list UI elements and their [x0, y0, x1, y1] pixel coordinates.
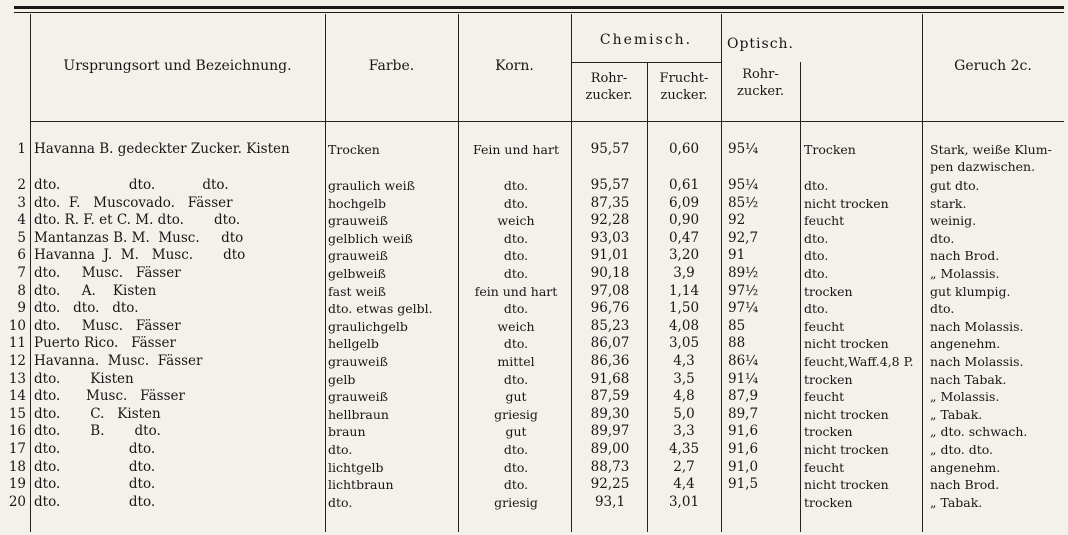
optisch-rohr-cell: 91,5 — [728, 476, 759, 493]
fruchtzucker-cell: 0,61 — [668, 177, 700, 193]
optisch-rohr-cell: 85½ — [728, 194, 759, 211]
farbe-cell: Trocken — [328, 142, 380, 157]
geruch-cell: nach Brod. — [930, 248, 1000, 264]
row-number: 14 — [8, 388, 26, 405]
table-row — [0, 230, 1068, 248]
farbe-cell: braun — [328, 424, 366, 440]
optisch-rohr-cell: 92 — [728, 212, 746, 229]
korn-cell: Fein und hart — [473, 142, 559, 157]
optisch-state-cell: nicht trocken — [804, 336, 889, 352]
rohrzucker-cell: 86,07 — [590, 335, 630, 352]
top-rule-thick — [14, 6, 1064, 9]
geruch-cell: „ Tabak. — [930, 494, 983, 510]
optisch-state-cell: trocken — [804, 494, 853, 510]
origin-cell: dto. R. F. et C. M. dto. dto. — [34, 212, 241, 229]
geruch-cell: angenehm. — [930, 459, 1001, 475]
korn-cell: fein und hart — [474, 283, 558, 299]
table-row — [0, 476, 1068, 494]
optisch-rohr-cell: 85 — [728, 317, 746, 334]
optisch-rohr-cell: 89½ — [728, 265, 759, 281]
geruch-cell: „ Tabak. — [930, 406, 983, 422]
optisch-rohr-cell: 97½ — [728, 282, 759, 299]
optisch-rohr-cell: 91,6 — [728, 441, 759, 457]
optisch-state-cell: trocken — [804, 424, 853, 440]
table-row — [0, 247, 1068, 265]
table-row — [0, 300, 1068, 318]
optisch-state-cell: dto. — [804, 301, 829, 317]
row-number: 12 — [8, 353, 26, 369]
origin-cell: dto. Musc. Fässer — [34, 317, 181, 334]
korn-cell: dto. — [503, 477, 529, 493]
rohrzucker-cell: 88,73 — [590, 458, 630, 475]
row-number: 4 — [17, 212, 26, 229]
origin-cell: dto. dto. dto. — [34, 177, 229, 193]
farbe-cell: graulichgelb — [328, 318, 408, 334]
row-number: 16 — [8, 423, 26, 440]
table-row — [0, 388, 1068, 406]
optisch-rohr-cell: 91,0 — [728, 458, 759, 475]
fruchtzucker-cell: 1,14 — [668, 282, 700, 299]
optisch-state-cell: feucht — [804, 213, 845, 229]
fruchtzucker-cell: 0,60 — [668, 141, 700, 157]
farbe-cell: hochgelb — [328, 195, 387, 211]
geruch-cell: nach Molassis. — [930, 318, 1024, 334]
farbe-cell: lichtgelb — [328, 459, 384, 475]
rohrzucker-cell: 89,97 — [590, 423, 630, 440]
farbe-cell: dto. — [328, 494, 353, 510]
table-row — [0, 212, 1068, 230]
table-row — [0, 283, 1068, 301]
rohrzucker-cell: 89,30 — [590, 405, 630, 422]
optisch-state-cell: feucht — [804, 459, 845, 475]
farbe-cell: grauweiß — [328, 213, 388, 229]
row-number: 19 — [8, 476, 26, 493]
korn-cell: gut — [505, 424, 527, 440]
row-number: 9 — [17, 300, 26, 317]
rohrzucker-cell: 91,68 — [590, 370, 630, 387]
korn-cell: griesig — [494, 494, 538, 510]
rohrzucker-cell: 97,08 — [590, 282, 630, 299]
header-fruchtzucker: Frucht- zucker. — [659, 71, 709, 103]
row-number: 6 — [17, 247, 26, 264]
optisch-state-cell: feucht — [804, 389, 845, 405]
table-row — [0, 195, 1068, 213]
optisch-state-cell: dto. — [804, 248, 829, 264]
korn-cell: dto. — [503, 178, 529, 193]
optisch-rohr-cell: 87,9 — [728, 388, 759, 405]
geruch-cell: weinig. — [930, 213, 977, 229]
farbe-cell: hellgelb — [328, 336, 379, 352]
geruch-cell: nach Molassis. — [930, 354, 1024, 369]
row-number: 8 — [17, 282, 26, 299]
rohrzucker-cell: 86,36 — [590, 353, 630, 369]
farbe-cell: gelb — [328, 371, 356, 387]
row-number: 11 — [8, 335, 26, 352]
optisch-rohr-cell: 97¼ — [728, 300, 759, 317]
geruch-cell: „ Molassis. — [930, 266, 1000, 281]
farbe-cell: grauweiß — [328, 389, 388, 405]
origin-cell: dto. A. Kisten — [34, 282, 157, 299]
origin-cell: dto. F. Muscovado. Fässer — [34, 194, 233, 211]
table-row — [0, 265, 1068, 283]
rohrzucker-cell: 92,25 — [590, 476, 630, 493]
korn-cell: dto. — [503, 230, 529, 246]
farbe-cell: gelblich weiß — [328, 230, 413, 246]
korn-cell: weich — [497, 318, 535, 334]
optisch-rohr-cell: 86¼ — [728, 353, 759, 369]
origin-cell: Havanna B. gedeckter Zucker. Kisten — [34, 141, 290, 157]
rohrzucker-cell: 89,00 — [590, 441, 630, 457]
optisch-state-cell: nicht trocken — [804, 406, 889, 422]
header-optisch: Optisch. — [726, 36, 795, 52]
farbe-cell: graulich weiß — [328, 178, 415, 193]
optisch-state-cell: Trocken — [804, 142, 856, 157]
table-row — [0, 177, 1068, 195]
rohrzucker-cell: 87,59 — [590, 388, 630, 405]
geruch-cell: „ Molassis. — [930, 389, 1000, 405]
origin-cell: dto. dto. — [34, 476, 156, 493]
korn-cell: dto. — [503, 301, 529, 317]
row-number: 10 — [8, 317, 26, 334]
optisch-state-cell: dto. — [804, 178, 829, 193]
korn-cell: dto. — [503, 195, 529, 211]
fruchtzucker-cell: 0,47 — [668, 229, 700, 246]
origin-cell: dto. Musc. Fässer — [34, 265, 181, 281]
origin-cell: Puerto Rico. Fässer — [34, 335, 176, 352]
optisch-state-cell: dto. — [804, 266, 829, 281]
fruchtzucker-cell: 4,3 — [673, 353, 695, 369]
geruch-cell: dto. — [930, 301, 955, 317]
rohrzucker-cell: 87,35 — [590, 194, 630, 211]
fruchtzucker-cell: 3,01 — [668, 493, 700, 510]
optisch-rohr-cell: 88 — [728, 335, 746, 352]
row-number: 2 — [17, 177, 26, 193]
optisch-rohr-cell: 91,6 — [728, 423, 759, 440]
optisch-state-cell: feucht — [804, 318, 845, 334]
geruch-cell: Stark, weiße Klum- — [930, 142, 1052, 157]
row-number: 20 — [8, 493, 26, 510]
fruchtzucker-cell: 2,7 — [673, 458, 695, 475]
geruch-cell: „ dto. schwach. — [930, 424, 1028, 440]
fruchtzucker-cell: 3,9 — [673, 265, 695, 281]
optisch-rohr-cell: 91¼ — [728, 370, 759, 387]
rohrzucker-cell: 93,03 — [590, 229, 630, 246]
row-number: 7 — [17, 265, 26, 281]
farbe-cell: gelbweiß — [328, 266, 386, 281]
farbe-cell: grauweiß — [328, 248, 388, 264]
fruchtzucker-cell: 1,50 — [668, 300, 700, 317]
fruchtzucker-cell: 3,3 — [673, 423, 695, 440]
geruch-cell: nach Tabak. — [930, 371, 1007, 387]
fruchtzucker-cell: 5,0 — [673, 405, 695, 422]
table-row — [0, 494, 1068, 512]
rohrzucker-cell: 90,18 — [590, 265, 630, 281]
optisch-rohr-cell: 92,7 — [728, 229, 759, 246]
origin-cell: dto. dto. dto. — [34, 300, 139, 317]
row-number: 17 — [8, 441, 26, 457]
fruchtzucker-cell: 3,05 — [668, 335, 700, 352]
korn-cell: dto. — [503, 459, 529, 475]
farbe-cell: dto. — [328, 442, 353, 457]
table-row — [0, 406, 1068, 424]
origin-cell: Havanna. Musc. Fässer — [34, 353, 203, 369]
origin-cell: Havanna J. M. Musc. dto — [34, 247, 246, 264]
origin-cell: dto. C. Kisten — [34, 405, 161, 422]
korn-cell: dto. — [503, 371, 529, 387]
table-row — [0, 353, 1068, 371]
optisch-state-cell: nicht trocken — [804, 442, 889, 457]
header-optisch-rohr: Rohr- zucker. — [737, 67, 784, 99]
row-number: 18 — [8, 458, 26, 475]
header-chemisch: Chemisch. — [599, 32, 693, 48]
rohrzucker-cell: 96,76 — [590, 300, 630, 317]
fruchtzucker-cell: 4,08 — [668, 317, 700, 334]
optisch-state-cell: dto. — [804, 230, 829, 246]
origin-cell: dto. dto. — [34, 458, 156, 475]
rohrzucker-cell: 95,57 — [590, 177, 630, 193]
origin-cell: dto. Kisten — [34, 370, 134, 387]
origin-cell: dto. Musc. Fässer — [34, 388, 185, 405]
row-number: 13 — [8, 370, 26, 387]
korn-cell: dto. — [503, 336, 529, 352]
korn-cell: dto. — [503, 248, 529, 264]
farbe-cell: fast weiß — [328, 283, 386, 299]
geruch-cell: nach Brod. — [930, 477, 1000, 493]
row-number: 1 — [17, 141, 26, 157]
fruchtzucker-cell: 4,4 — [673, 476, 695, 493]
optisch-state-cell: feucht,Waff.4,8 P. — [804, 354, 914, 369]
table-row — [0, 141, 1068, 174]
korn-cell: dto. — [503, 442, 529, 457]
geruch-cell: dto. — [930, 230, 955, 246]
optisch-rohr-cell: 91 — [728, 247, 746, 264]
rohrzucker-cell: 95,57 — [590, 141, 630, 157]
rohrzucker-cell: 91,01 — [590, 247, 630, 264]
geruch-cell: „ dto. dto. — [930, 442, 994, 457]
header-origin: Ursprungsort und Bezeichnung. — [63, 58, 292, 74]
chem-header-line — [571, 62, 721, 63]
farbe-cell: lichtbraun — [328, 477, 394, 493]
origin-cell: dto. B. dto. — [34, 423, 161, 440]
header-korn: Korn. — [495, 58, 534, 74]
optisch-rohr-cell: 95¼ — [728, 141, 759, 157]
row-number: 15 — [8, 405, 26, 422]
table-row — [0, 371, 1068, 389]
fruchtzucker-cell: 3,5 — [673, 370, 695, 387]
optisch-rohr-cell: 95¼ — [728, 177, 759, 193]
table-row — [0, 335, 1068, 353]
fruchtzucker-cell: 4,8 — [673, 388, 695, 405]
geruch-cell: gut klumpig. — [930, 283, 1011, 299]
optisch-state-cell: nicht trocken — [804, 195, 889, 211]
top-rule-thin — [14, 12, 1064, 13]
row-number: 3 — [17, 194, 26, 211]
fruchtzucker-cell: 6,09 — [668, 194, 700, 211]
fruchtzucker-cell: 4,35 — [668, 441, 700, 457]
row-number: 5 — [17, 229, 26, 246]
origin-cell: dto. dto. — [34, 441, 156, 457]
geruch-cell: gut dto. — [930, 178, 980, 193]
korn-cell: weich — [497, 213, 535, 229]
optisch-rohr-cell: 89,7 — [728, 405, 759, 422]
table-row — [0, 459, 1068, 477]
korn-cell: griesig — [494, 406, 538, 422]
header-rohrzucker: Rohr- zucker. — [585, 71, 633, 103]
table-row — [0, 441, 1068, 459]
geruch-cell: angenehm. — [930, 336, 1001, 352]
table-row — [0, 318, 1068, 336]
korn-cell: mittel — [497, 354, 535, 369]
farbe-cell: grauweiß — [328, 354, 388, 369]
geruch-cell: stark. — [930, 195, 967, 211]
optisch-state-cell: trocken — [804, 283, 853, 299]
farbe-cell: hellbraun — [328, 406, 389, 422]
rohrzucker-cell: 92,28 — [590, 212, 630, 229]
korn-cell: dto. — [503, 266, 529, 281]
fruchtzucker-cell: 0,90 — [668, 212, 700, 229]
origin-cell: Mantanzas B. M. Musc. dto — [34, 229, 244, 246]
korn-cell: gut — [505, 389, 527, 405]
rohrzucker-cell: 85,23 — [590, 317, 630, 334]
header-geruch: Geruch 2c. — [954, 58, 1032, 74]
optisch-state-cell: trocken — [804, 371, 853, 387]
rohrzucker-cell: 93,1 — [594, 493, 626, 510]
optisch-state-cell: nicht trocken — [804, 477, 889, 493]
fruchtzucker-cell: 3,20 — [668, 247, 700, 264]
header-bottom-line — [30, 121, 1064, 122]
origin-cell: dto. dto. — [34, 493, 156, 510]
geruch-cell-continued: pen dazwischen. — [930, 159, 1036, 174]
table-row — [0, 423, 1068, 441]
farbe-cell: dto. etwas gelbl. — [328, 301, 433, 317]
header-farbe: Farbe. — [368, 58, 415, 74]
